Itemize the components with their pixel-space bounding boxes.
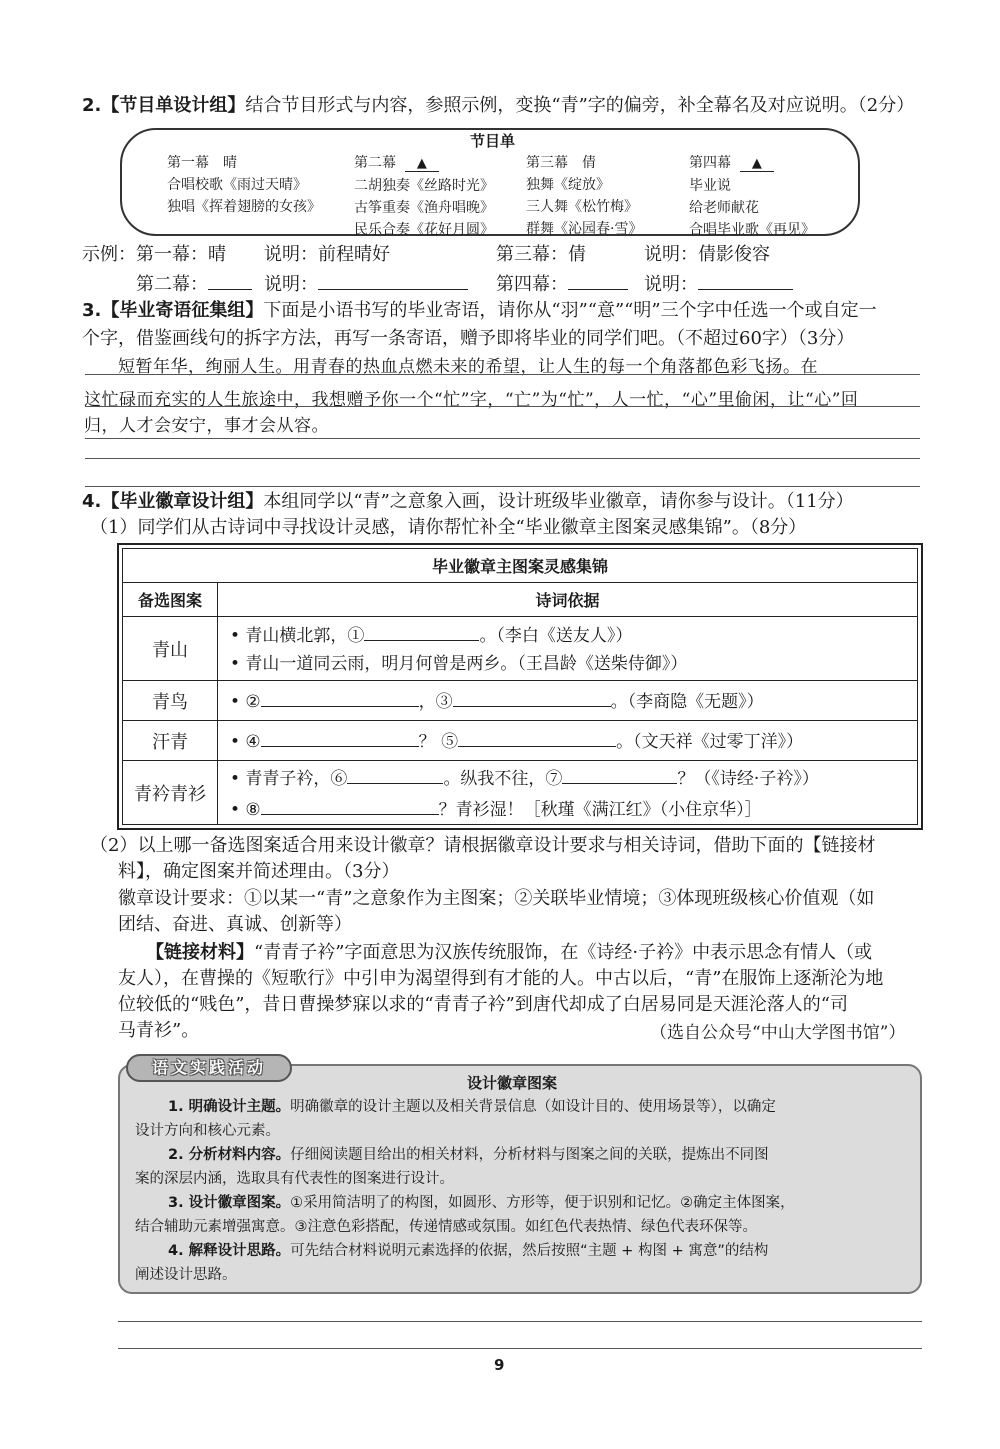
act-4-item: 合唱毕业歌《再见》	[689, 222, 815, 238]
answer-act-2-note: 说明：	[264, 268, 468, 300]
act-2	[354, 152, 494, 241]
act-3-name: 第三幕 倩	[526, 155, 596, 171]
act-1-item: 合唱校歌《雨过天晴》	[167, 177, 307, 193]
answer-blank[interactable]	[208, 268, 252, 290]
table-title: 毕业徽章主图案灵感集锦	[123, 549, 918, 583]
example-label: 示例：	[82, 244, 136, 265]
q2-text: 结合节目形式与内容，参照示例，变换“青”字的偏旁，补全幕名及对应说明。（2分）	[245, 95, 915, 116]
answer-blank[interactable]	[568, 268, 628, 290]
writing-line[interactable]	[85, 458, 920, 459]
link-material-label: 【链接材料】	[146, 942, 254, 963]
answer-act-2: 第二幕：	[136, 268, 252, 300]
answer-blank[interactable]	[458, 725, 616, 747]
basis-cell: • ④ ？ ⑤ 。（文天祥《过零丁洋》）	[218, 721, 918, 761]
q4-group: 【毕业徽章设计组】	[101, 491, 264, 512]
practice-step-cont: 结合辅助元素增强寓意。③注意色彩搭配，传递情感或氛围。如红色代表热情、绿色代表环保等。	[135, 1219, 757, 1235]
act-3	[526, 152, 642, 240]
act-3-item: 独舞《绽放》	[526, 177, 610, 193]
answer-act-4: 第四幕：	[496, 268, 628, 300]
pattern-cell: 青山	[123, 617, 218, 681]
basis-cell: • 青青子衿，⑥ 。纵我不往，⑦ ？（《诗经·子衿》） • ⑧ ？青衫湿！［秋瑾《满江红》（小住京华）］	[218, 761, 918, 825]
act-3-item: 三人舞《松竹梅》	[526, 199, 638, 215]
answer-blank[interactable]	[562, 762, 677, 784]
practice-tag: 语文实践活动	[126, 1054, 292, 1082]
pattern-cell: 青衿青衫	[123, 761, 218, 825]
answer-act-4-note: 说明：	[644, 268, 793, 300]
act-1-name: 第一幕 晴	[167, 155, 237, 171]
pattern-cell: 汗青	[123, 721, 218, 761]
table-row	[123, 761, 918, 825]
act-4	[689, 152, 815, 241]
source-note: （选自公众号“中山大学图书馆”）	[650, 1023, 906, 1043]
table-row	[123, 617, 918, 681]
practice-step-cont: 设计方向和核心元素。	[135, 1123, 280, 1139]
q4-stem: 4.【毕业徽章设计组】本组同学以“青”之意象入画，设计班级毕业徽章，请你参与设计。（11分）	[82, 491, 854, 512]
link-material-line1: 【链接材料】“青青子衿”字面意思为汉族传统服饰，在《诗经·子衿》中表示思念有情人（或	[146, 942, 873, 963]
program-title: 节目单	[470, 132, 516, 150]
column-header: 备选图案	[123, 583, 218, 617]
answer-blank[interactable]	[698, 268, 793, 290]
q4-number: 4.	[82, 491, 102, 512]
practice-step-cont: 阐述设计思路。	[135, 1267, 237, 1283]
basis-cell: • ② ，③ 。（李商隐《无题》）	[218, 681, 918, 721]
example-act-3-note: 说明：倩影俊容	[644, 244, 770, 265]
practice-step: 4. 解释设计思路。可先结合材料说明元素选择的依据，然后按照“主题 + 构图 + 寓意”的结构	[168, 1243, 769, 1259]
q3-stem-line2: 个字，借鉴画线句的拆字方法，再写一条寄语，赠予即将毕业的同学们吧。（不超过60字）（3分）	[82, 328, 855, 349]
example-act-3: 第三幕：倩	[496, 244, 586, 265]
practice-title: 设计徽章图案	[467, 1074, 558, 1092]
act-1	[167, 152, 321, 218]
table-row	[123, 721, 918, 761]
answer-blank[interactable]	[261, 793, 439, 815]
page-number: 9	[494, 1356, 505, 1374]
q4-sub2-line2: 料】，确定图案并简述理由。（3分）	[118, 861, 400, 882]
act-2-item: 古筝重奏《渔舟唱晚》	[354, 200, 494, 216]
q2-stem	[82, 91, 914, 121]
q2-group: 【节目单设计组】	[101, 95, 246, 116]
act-4-name: 第四幕	[689, 155, 731, 171]
answer-blank[interactable]	[453, 685, 611, 707]
writing-line	[85, 438, 920, 439]
example-act-1-note: 说明：前程晴好	[264, 244, 390, 265]
answer-blank[interactable]	[261, 725, 419, 747]
design-requirement-line2: 团结、奋进、真诚、创新等）	[118, 914, 352, 935]
answer-blank[interactable]	[364, 619, 479, 641]
blank-triangle-icon: ▲	[740, 156, 774, 172]
q4-sub1: （1）同学们从古诗词中寻找设计灵感，请你帮忙补全“毕业徽章主图案灵感集锦”。（8分）	[90, 517, 807, 538]
act-4-item: 给老师献花	[689, 200, 759, 216]
table-row	[123, 681, 918, 721]
answer-blank[interactable]	[261, 685, 419, 707]
act-4-item: 毕业说	[689, 178, 731, 194]
link-material-line2: 友人），在曹操的《短歌行》中引申为渴望得到有才能的人。中古以后，“青”在服饰上逐渐沦为地	[118, 968, 884, 989]
design-requirement-line1: 徽章设计要求：①以某一“青”之意象作为主图案；②关联毕业情境；③体现班级核心价值观（如	[118, 888, 875, 909]
example-act-1: 第一幕：晴	[136, 244, 226, 265]
act-2-name: 第二幕	[354, 155, 396, 171]
q3-number: 3.	[82, 300, 102, 321]
practice-step-cont: 案的深层内涵，选取具有代表性的图案进行设计。	[135, 1171, 454, 1187]
practice-step: 3. 设计徽章图案。①采用简洁明了的构图，如圆形、方形等，便于识别和记忆。②确定主体图案，	[168, 1195, 795, 1211]
writing-line[interactable]	[118, 1348, 922, 1349]
answer-blank[interactable]	[318, 268, 468, 290]
q4-sub2-line1: （2）以上哪一备选图案适合用来设计徽章？请根据徽章设计要求与相关诗词，借助下面的【链接材	[90, 835, 876, 856]
q3-group: 【毕业寄语征集组】	[101, 300, 264, 321]
q3-stem-line1: 3.【毕业寄语征集组】下面是小语书写的毕业寄语，请你从“羽”“意”“明”三个字中任选一个或自定一	[82, 300, 877, 321]
act-3-item: 群舞《沁园春·雪》	[526, 221, 643, 237]
q3-answer-line: 这忙碌而充实的人生旅途中，我想赠予你一个“忙”字，“亡”为“忙”，人一忙，“心”里偷闲，让“心”回	[84, 390, 859, 410]
practice-step: 2. 分析材料内容。仔细阅读题目给出的相关材料，分析材料与图案之间的关联，提炼出不同图	[168, 1147, 769, 1163]
link-material-line3: 位较低的“贱色”，昔日曹操梦寐以求的“青青子衿”到唐代却成了白居易同是天涯沦落人的“司	[118, 994, 849, 1015]
q3-answer-line: 归，人才会安宁，事才会从容。	[84, 416, 329, 436]
column-header: 诗词依据	[218, 583, 918, 617]
link-material-line4: 马青衫”。	[118, 1020, 200, 1041]
writing-line	[85, 374, 920, 375]
q3-answer-line: 短暂年华，绚丽人生。用青春的热血点燃未来的希望，让人生的每一个角落都色彩飞扬。在	[118, 357, 818, 377]
answer-blank[interactable]	[347, 762, 443, 784]
q2-number: 2.	[82, 95, 102, 116]
writing-line	[85, 406, 920, 407]
practice-step: 1. 明确设计主题。明确徽章的设计主题以及相关背景信息（如设计目的、使用场景等），以确定	[168, 1099, 776, 1115]
badge-inspiration-table	[117, 543, 923, 830]
pattern-cell: 青鸟	[123, 681, 218, 721]
basis-cell: • 青山横北郭，① 。（李白《送友人》） • 青山一道同云雨，明月何曾是两乡。（王昌龄《送柴侍御》）	[218, 617, 918, 681]
act-2-item: 民乐合奏《花好月圆》	[354, 222, 494, 238]
writing-line[interactable]	[118, 1321, 922, 1322]
act-2-item: 二胡独奏《丝路时光》	[354, 178, 494, 194]
act-1-item: 独唱《挥着翅膀的女孩》	[167, 199, 321, 215]
blank-triangle-icon: ▲	[405, 156, 439, 172]
